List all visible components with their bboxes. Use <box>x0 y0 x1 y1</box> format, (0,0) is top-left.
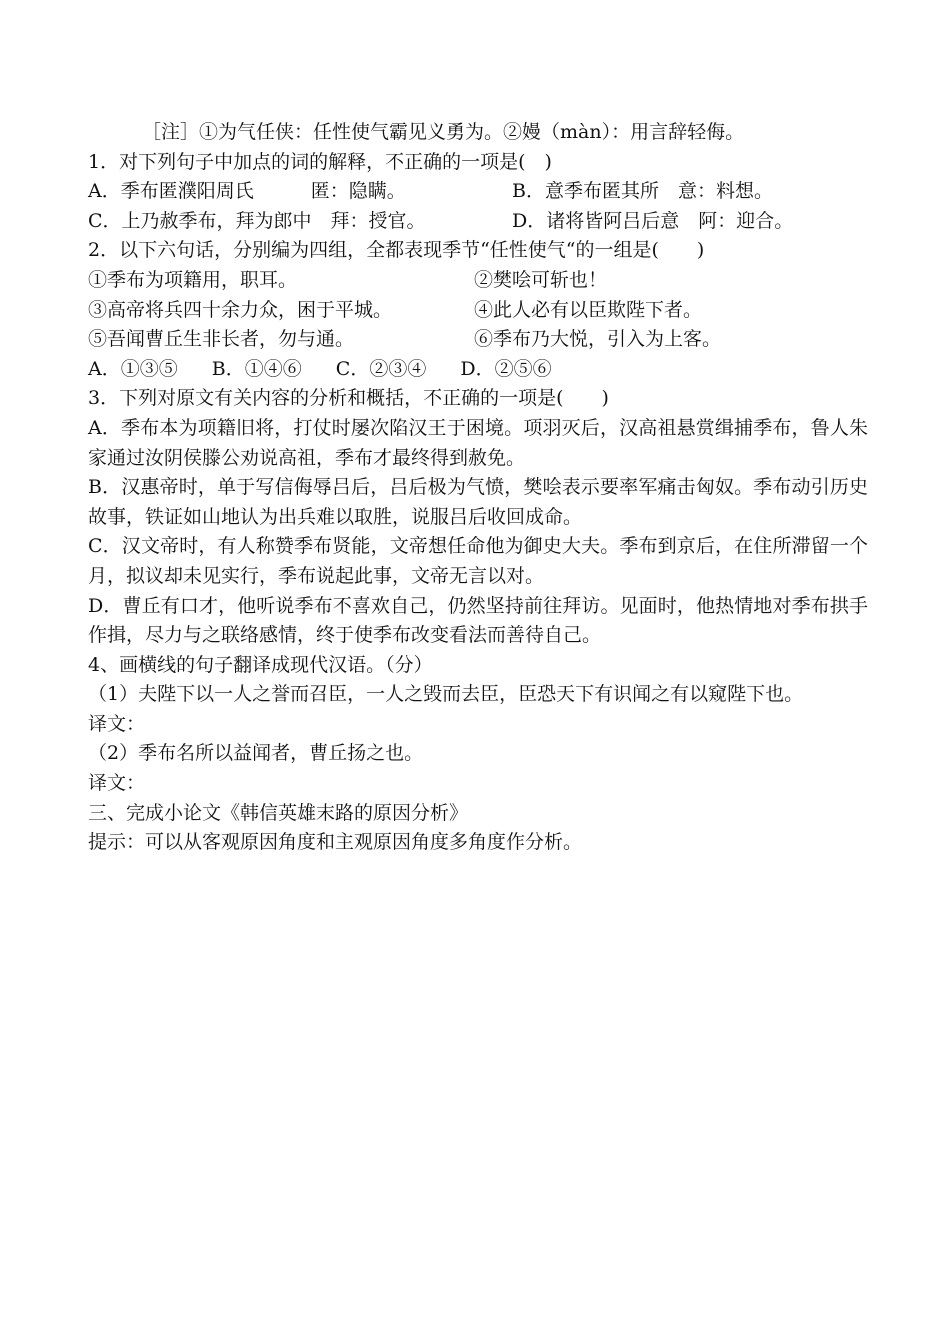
q4-translation-2-label: 译文： <box>88 772 146 795</box>
document-page <box>88 118 868 858</box>
part3-title: 三、完成小论文《韩信英雄末路的原因分析》 <box>88 801 469 824</box>
q1-option-b: B．意季布匿其所 意：料想。 <box>512 180 773 203</box>
q2-option-c: C．②③④ <box>335 357 427 380</box>
q2-sentence-1: ①季布为项籍用，职耳。 <box>88 268 298 291</box>
q1-options-cd <box>88 207 868 237</box>
q1-option-a: A．季布匿濮阳周氏 匿：隐瞒。 <box>88 180 406 203</box>
q2-sentence-5: ⑤吾闻曹丘生非长者，勿与通。 <box>88 328 355 351</box>
q2-sentence-4: ④此人必有以臣欺陛下者。 <box>474 298 703 321</box>
q4-sentence-1: （1）夫陛下以一人之誉而召臣，一人之毁而去臣，臣恐天下有识闻之有以窥陛下也。 <box>88 683 804 706</box>
q1-option-c: C．上乃赦季布，拜为郎中 拜：授官。 <box>88 209 426 232</box>
q4-sentence-2: （2）季布名所以益闻者，曹丘扬之也。 <box>88 742 424 765</box>
q3-option-a: A．季布本为项籍旧将，打仗时屡次陷汉王于困境。项羽灭后，汉高祖悬赏缉捕季布，鲁人朱家通过汝阴侯滕公劝说高祖，季布才最终得到赦免。 <box>88 416 868 469</box>
q1-option-d: D．诸将皆阿吕后意 阿：迎合。 <box>512 209 794 232</box>
q3-option-d: D．曹丘有口才，他听说季布不喜欢自己，仍然坚持前往拜访。见面时，他热情地对季布拱手作揖，尽力与之联络感情，终于使季布改变看法而善待自己。 <box>88 594 868 647</box>
q2-option-d: D．②⑤⑥ <box>460 357 552 380</box>
q2-option-a: A．①③⑤ <box>88 357 178 380</box>
q2-options <box>88 355 868 385</box>
q3-option-c: C．汉文帝时，有人称赞季布贤能，文帝想任命他为御史大夫。季布到京后，在住所滞留一个月，拟议却未见实行，季布说起此事，文帝无言以对。 <box>88 535 868 587</box>
q1-options-ab <box>88 177 868 207</box>
part3-hint: 提示：可以从客观原因角度和主观原因角度多角度作分析。 <box>88 831 583 854</box>
q2-sentences-56 <box>88 325 868 355</box>
q3-stem: 3．下列对原文有关内容的分析和概括，不正确的一项是( ) <box>88 387 609 410</box>
annotation-note: ［注］①为气任侠：任性使气霸见义勇为。②嫚（màn）：用言辞轻侮。 <box>142 121 745 143</box>
q4-translation-1-label: 译文： <box>88 712 146 735</box>
q2-option-b: B．①④⑥ <box>211 357 302 380</box>
q1-stem: 1．对下列句子中加点的词的解释，不正确的一项是( ) <box>88 150 552 173</box>
q4-stem: 4、画横线的句子翻译成现代汉语。（分） <box>88 653 433 676</box>
q2-stem: 2．以下六句话，分别编为四组，全都表现季节“任性使气“的一组是( ) <box>88 239 705 262</box>
q2-sentence-2: ②樊哙可斩也！ <box>474 268 608 291</box>
q2-sentences-34 <box>88 296 868 326</box>
q2-sentences-12 <box>88 266 868 296</box>
q3-option-b: B．汉惠帝时，单于写信侮辱吕后，吕后极为气愤，樊哙表示要率军痛击匈奴。季布动引历史故事，铁证如山地认为出兵难以取胜，说服吕后收回成命。 <box>88 476 868 528</box>
q2-sentence-6: ⑥季布乃大悦，引入为上客。 <box>474 328 722 351</box>
q2-sentence-3: ③高帝将兵四十余力众，困于平城。 <box>88 298 393 321</box>
